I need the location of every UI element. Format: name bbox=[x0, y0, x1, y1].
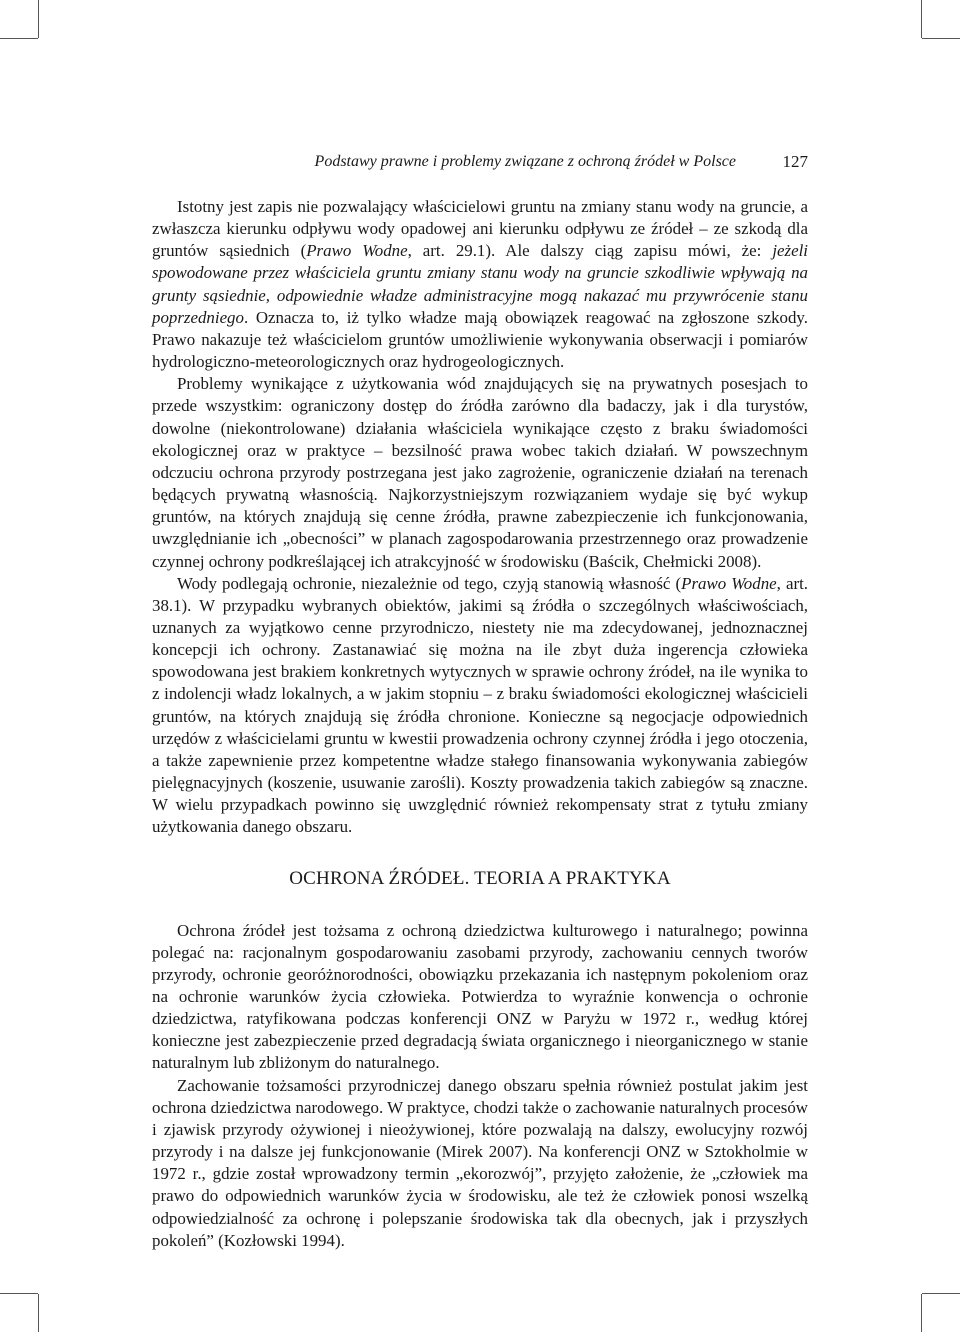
paragraph-3: Wody podlegają ochronie, niezależnie od tego, czyją stanowią własność (Prawo Wodne, art. 38.1). W przypadku wybranych obiektów, jakimi są źródła o szczególnych właściwościach, uznanych za wyjątkowo cenne przyrodniczo, niestety nie ma zdecydowanej, jednoznacznej koncepcji ich ochrony. Zastanawiać się można na ile zbyt duża ingerencja człowieka spowodowana jest brakiem konkretnych wytycznych w sprawie ochrony źródeł, na ile wynika to z indolencji władz lokalnych, a w jakim stopniu – z braku świadomości ekologicznej właścicieli gruntów, na których znajdują się źródła chronione. Konieczne są negocjacje odpowiednich urzędów z właścicielami gruntu w kwestii prowadzenia ochrony czynnej źródła i jego otoczenia, a także zapewnienie przez kompetentne władze stałego finansowania wykonywania zabiegów pielęgnacyjnych (koszenie, usuwanie zarośli). Koszty prowadzenia takich zabiegów są znaczne. W wielu przypadkach powinno się uwzględnić również rekompensaty strat z tytułu zmiany użytkowania danego obszaru. bbox=[152, 573, 808, 837]
page-body bbox=[152, 196, 808, 1252]
crop-mark-top-right-h bbox=[922, 38, 960, 39]
paragraph-2: Problemy wynikające z użytkowania wód znajdujących się na prywatnych posesjach to przede wszystkim: ograniczony dostęp do źródła zarówno dla badaczy, jak i dla turystów, dowolne (niekontrolowane) działania właściciela wynikające często z braku świadomości ekologicznej oraz w praktyce – bezsilność prawa wobec takich działań. W powszechnym odczuciu ochrona przyrody postrzegana jest jako zagrożenie, ograniczenie działań na terenach będących prywatną własnością. Najkorzystniejszym rozwiązaniem wydaje się być wykup gruntów, na których znajdują się cenne źródła, prawne zabezpieczenie ich funkcjonowania, uwzględnianie ich „obecności” w planach zagospodarowania przestrzennego oraz prowadzenie czynnej ochrony podkreślającej ich atrakcyjność w środowisku (Baścik, Chełmicki 2008). bbox=[152, 374, 808, 571]
crop-mark-top-left-h bbox=[0, 38, 38, 39]
paragraph-1: Istotny jest zapis nie pozwalający właścicielowi gruntu na zmiany stanu wody na gruncie, a zwłaszcza kierunku odpływu wody opadowej ani kierunku odpływu ze źródeł – ze szkodą dla gruntów sąsiednich (Prawo Wodne, art. 29.1). Ale dalszy ciąg zapisu mówi, że: jeżeli spowodowane przez właściciela gruntu zmiany stanu wody na gruncie szkodliwie wpływają na grunty sąsiednie, odpowiednie władze administracyjne mogą nakazać mu przywrócenie stanu poprzedniego. Oznacza to, iż tylko władze mają obowiązek reagować na zgłoszone szkody. Prawo nakazuje też właścicielom gruntów umożliwienie wykonywania obserwacji i pomiarów hydrologiczno-meteorologicznych oraz hydrogeologicznych. bbox=[152, 197, 808, 372]
crop-mark-top-right bbox=[921, 0, 922, 38]
paragraph-5: Zachowanie tożsamości przyrodniczej danego obszaru spełnia również postulat jakim jest ochrona dziedzictwa narodowego. W praktyce, chodzi także o zachowanie naturalnych procesów i zjawisk przyrody ożywionej i nieożywionej, które pozwalają na dalszy, ewolucyjny rozwój przyrody i na dalsze jej funkcjonowanie (Mirek 2007). Na konferencji ONZ w Sztokholmie w 1972 r., gdzie został wprowadzony termin „ekorozwój”, przyjęto założenie, że „człowiek ma prawo do odpowiednich warunków życia w środowisku, ale też że człowiek ponosi wszelką odpowiedzialność za ochronę i polepszanie środowiska tak dla obecnych, jak i przyszłych pokoleń” (Kozłowski 1994). bbox=[152, 1075, 808, 1250]
crop-mark-bottom-left bbox=[38, 1294, 39, 1332]
running-title: Podstawy prawne i problemy związane z ochroną źródeł w Polsce bbox=[314, 153, 736, 170]
section-heading: OCHRONA ŹRÓDEŁ. TEORIA A PRAKTYKA bbox=[289, 867, 671, 889]
crop-mark-bottom-right bbox=[921, 1294, 922, 1332]
running-header bbox=[152, 150, 808, 174]
crop-mark-bottom-left-h bbox=[0, 1293, 38, 1294]
crop-mark-bottom-right-h bbox=[922, 1293, 960, 1294]
paragraph-4: Ochrona źródeł jest tożsama z ochroną dziedzictwa kulturowego i naturalnego; powinna polegać na: racjonalnym gospodarowaniu zasobami przyrody, zachowaniu cennych tworów przyrody, ochronie georóżnorodności, obowiązku przekazania ich następnym pokoleniom oraz na ochronie warunków życia człowieka. Potwierdza to wyraźnie konwencja o ochronie dziedzictwa, ratyfikowana podczas konferencji ONZ w Paryżu w 1972 r., według której konieczne jest zabezpieczenie przed degradacją świata organicznego i nieorganicznego w stanie naturalnym lub zbliżonym do naturalnego. bbox=[152, 920, 808, 1073]
page-number: 127 bbox=[782, 152, 808, 171]
crop-mark-top-left bbox=[38, 0, 39, 38]
